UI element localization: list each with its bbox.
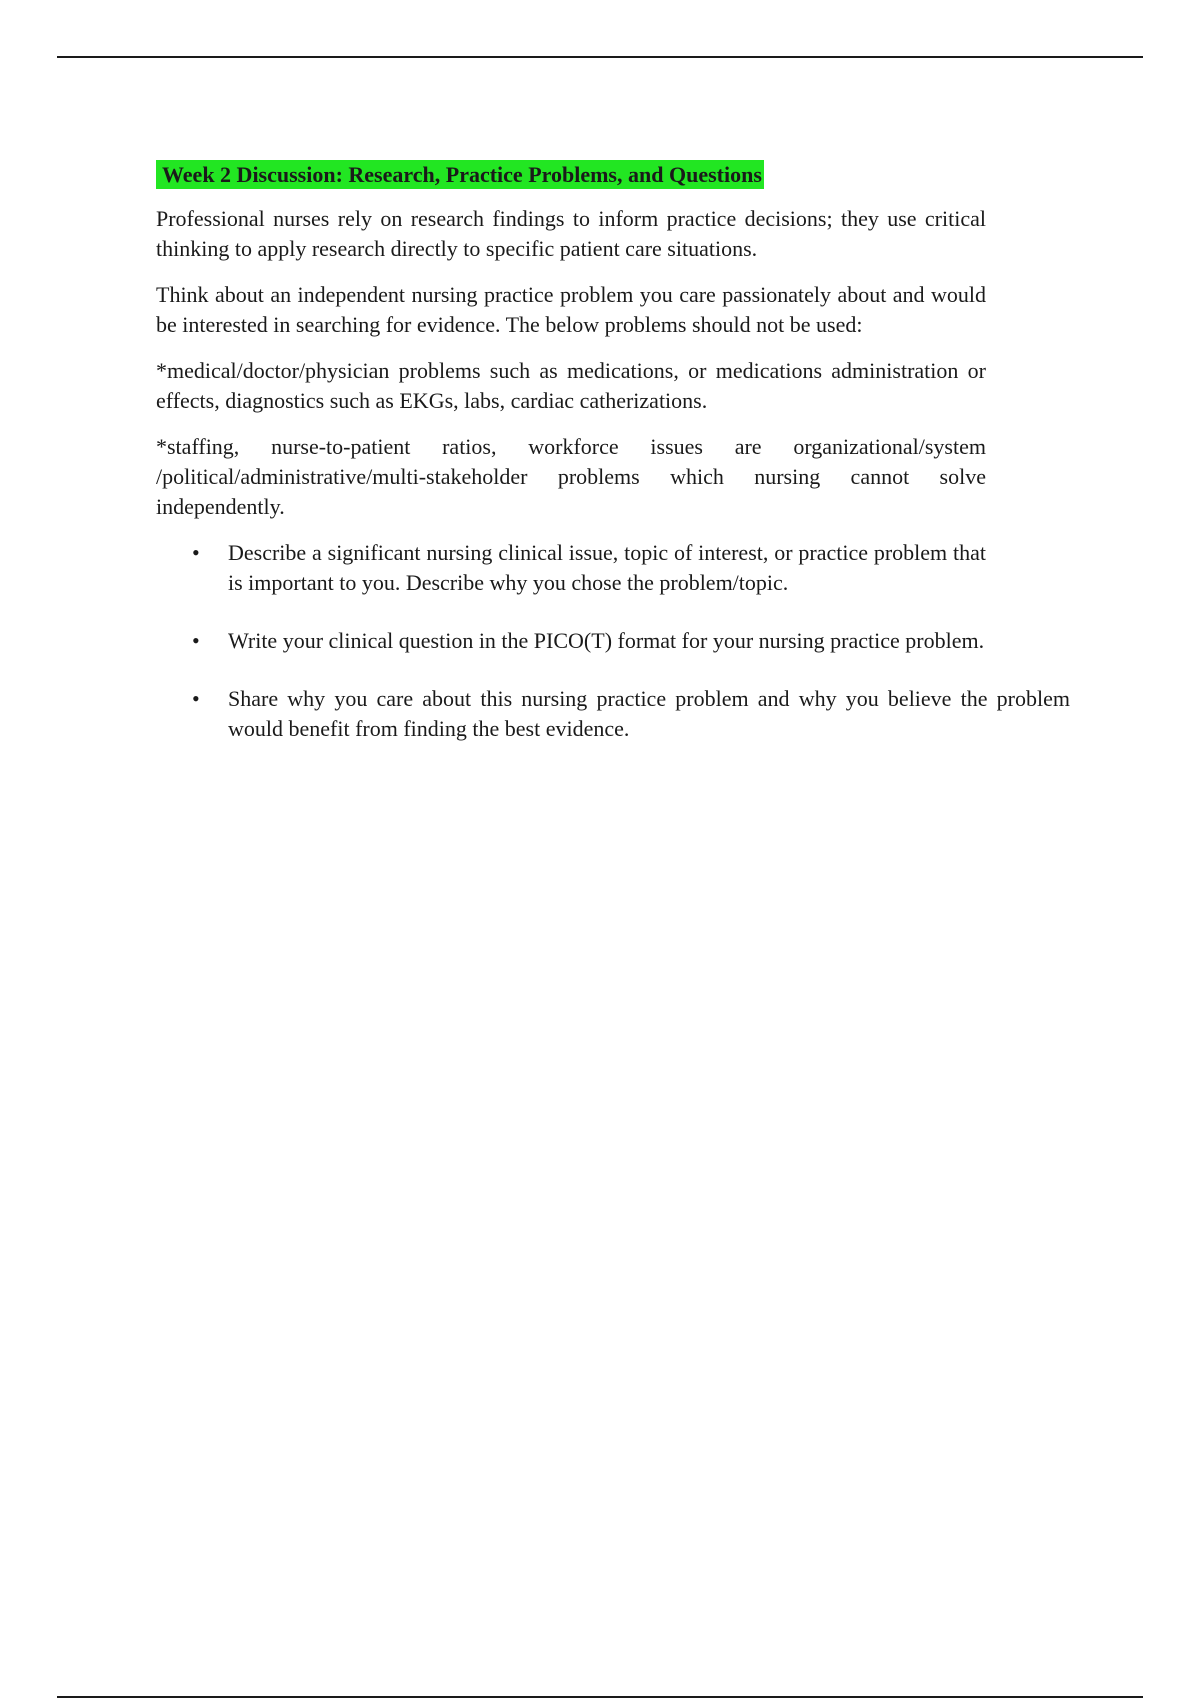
highlighted-heading-text: Week 2 Discussion: Research, Practice Problems, and Questions xyxy=(156,160,764,189)
document-body xyxy=(156,160,1070,772)
document-heading xyxy=(156,160,986,190)
list-item-text: Write your clinical question in the PICO(T) format for your nursing practice problem. xyxy=(228,628,985,653)
prompt-list xyxy=(156,538,1070,744)
header-rule xyxy=(57,56,1143,58)
exclusion-staffing-paragraph: *staffing, nurse-to-patient ratios, workforce issues are organizational/system /political/administrative/multi-stakeholder problems which nursing cannot solve independently. xyxy=(156,434,986,519)
intro-paragraph: Professional nurses rely on research findings to inform practice decisions; they use critical thinking to apply research directly to specific patient care situations. xyxy=(156,206,986,261)
list-item-text: Share why you care about this nursing practice problem and why you believe the problem would benefit from finding the best evidence. xyxy=(228,686,1070,741)
list-item xyxy=(156,538,986,598)
list-item xyxy=(156,684,1070,744)
list-item xyxy=(156,626,1070,656)
bullet-icon: • xyxy=(192,686,200,711)
exclusion-medical-paragraph: *medical/doctor/physician problems such as medications, or medications administration or effects, diagnostics such as EKGs, labs, cardiac catherizations. xyxy=(156,358,986,413)
bullet-icon: • xyxy=(192,540,200,565)
bullet-icon: • xyxy=(192,628,200,653)
instruction-paragraph: Think about an independent nursing practice problem you care passionately about and would be interested in searching for evidence. The below problems should not be used: xyxy=(156,282,986,337)
footer-rule xyxy=(57,1696,1143,1698)
list-item-text: Describe a significant nursing clinical issue, topic of interest, or practice problem that is important to you. Describe why you chose the problem/topic. xyxy=(228,540,986,595)
